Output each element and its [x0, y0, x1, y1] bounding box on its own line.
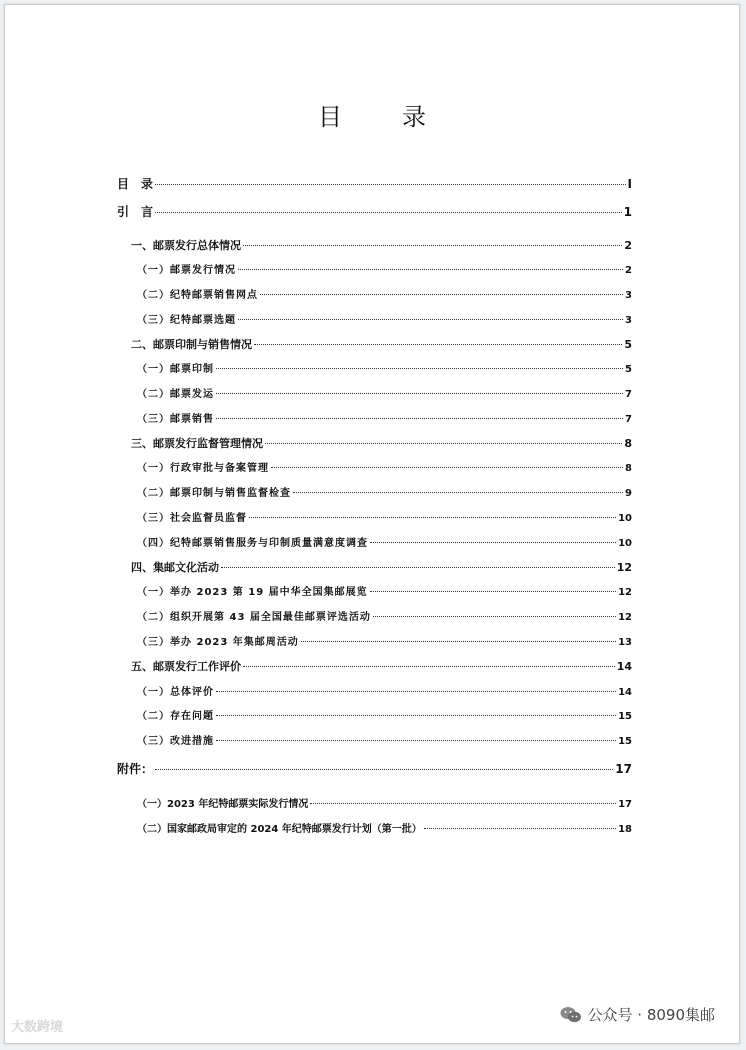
toc-entry-label: 三、邮票发行监督管理情况: [131, 437, 263, 450]
toc-page-number: 17: [618, 799, 632, 810]
toc-entry-label: 二、邮票印制与销售情况: [131, 338, 252, 351]
toc-entry[interactable]: [137, 459, 632, 474]
toc-page-number: 8: [624, 437, 632, 450]
toc-page-number: 14: [618, 687, 632, 698]
toc-entry-label: （二）组织开展第 43 届全国最佳邮票评选活动: [137, 612, 371, 623]
toc-page-number: 12: [618, 612, 632, 623]
toc-entry-label: 四、集邮文化活动: [131, 561, 219, 574]
toc-dot-leader: [243, 666, 615, 667]
toc-entry-label: （三）纪特邮票选题: [137, 315, 236, 326]
toc-entry-label: 一、邮票发行总体情况: [131, 239, 241, 252]
toc-entry[interactable]: [137, 534, 632, 549]
toc-entry[interactable]: [137, 583, 632, 598]
toc-entry-label: 五、邮票发行工作评价: [131, 660, 241, 673]
toc-dot-leader: [243, 245, 622, 246]
toc-dot-leader: [310, 803, 616, 804]
toc-page-number: 12: [618, 587, 632, 598]
toc-dot-leader: [373, 616, 616, 617]
toc-entry-label: 附件：: [117, 762, 154, 776]
page-title: 目 录: [318, 103, 444, 131]
toc-entry-label: （三）举办 2023 年集邮周活动: [137, 637, 299, 648]
toc-page-number: 3: [625, 315, 632, 326]
toc-entry-label: （三）改进措施: [137, 736, 214, 747]
toc-page-number: 14: [616, 660, 632, 673]
toc-page-number: 12: [616, 561, 632, 574]
toc-dot-leader: [293, 492, 623, 493]
toc-page-number: 10: [618, 513, 632, 524]
toc-entry[interactable]: [131, 237, 632, 253]
toc-dot-leader: [370, 591, 616, 592]
toc-dot-leader: [221, 567, 615, 568]
toc-entry[interactable]: [137, 683, 632, 698]
toc-page-number: 7: [625, 414, 632, 425]
toc-entry[interactable]: [137, 360, 632, 375]
toc-dot-leader: [238, 319, 623, 320]
toc-dot-leader: [301, 641, 616, 642]
toc-page-number: 1: [623, 205, 632, 219]
toc-entry-label: （一）总体评价: [137, 687, 214, 698]
document-page: [4, 4, 740, 1044]
toc-entry-label: （一）举办 2023 第 19 届中华全国集邮展览: [137, 587, 368, 598]
toc-entry[interactable]: [117, 175, 632, 192]
toc-entry[interactable]: [137, 484, 632, 499]
toc-entry-label: （三）邮票销售: [137, 414, 214, 425]
toc-page-number: 18: [618, 824, 632, 835]
toc-dot-leader: [155, 769, 613, 770]
toc-dot-leader: [370, 542, 616, 543]
toc-entry-label: （二）邮票印制与销售监督检查: [137, 488, 291, 499]
toc-entry[interactable]: [137, 385, 632, 400]
toc-page-number: 5: [625, 364, 632, 375]
toc-entry-label: （一）行政审批与备案管理: [137, 463, 269, 474]
toc-dot-leader: [265, 443, 622, 444]
toc-entry[interactable]: [137, 286, 632, 301]
toc-page-number: 17: [615, 762, 632, 776]
toc-dot-leader: [216, 393, 623, 394]
toc-page-number: 2: [625, 265, 632, 276]
toc-entry-label: 目 录: [117, 177, 154, 191]
toc-entry-label: （一）邮票印制: [137, 364, 214, 375]
toc-dot-leader: [216, 368, 623, 369]
toc-page-number: 2: [624, 239, 632, 252]
toc-dot-leader: [155, 184, 626, 185]
toc-dot-leader: [249, 517, 616, 518]
toc-entry[interactable]: [117, 203, 632, 220]
toc-page-number: 15: [618, 736, 632, 747]
toc-dot-leader: [254, 344, 622, 345]
toc-page-number: 13: [618, 637, 632, 648]
toc-dot-leader: [216, 418, 623, 419]
toc-dot-leader: [216, 715, 616, 716]
toc-entry[interactable]: [137, 311, 632, 326]
toc-entry[interactable]: [131, 435, 632, 451]
toc-dot-leader: [155, 212, 622, 213]
toc-page-number: I: [627, 177, 632, 191]
toc-entry-label: （二）邮票发运: [137, 389, 214, 400]
toc-dot-leader: [238, 269, 623, 270]
toc-entry-label: 引 言: [117, 205, 154, 219]
toc-page-number: 9: [625, 488, 632, 499]
toc-entry[interactable]: [131, 559, 632, 575]
wechat-icon: [560, 1006, 582, 1024]
toc-entry[interactable]: [137, 410, 632, 425]
toc-entry[interactable]: [137, 261, 632, 276]
toc-entry[interactable]: [137, 732, 632, 747]
toc-page-number: 3: [625, 290, 632, 301]
toc-entry-label: （二）纪特邮票销售网点: [137, 290, 258, 301]
toc-dot-leader: [271, 467, 623, 468]
toc-entry[interactable]: [137, 795, 632, 810]
toc-dot-leader: [424, 828, 616, 829]
toc-entry[interactable]: [131, 336, 632, 352]
toc-entry-label: （二）国家邮政局审定的 2024 年纪特邮票发行计划（第一批）: [137, 824, 422, 835]
toc-entry[interactable]: [137, 509, 632, 524]
wechat-account-name: 公众号 · 8090集邮: [587, 1006, 715, 1024]
toc-entry[interactable]: [137, 820, 632, 835]
toc-dot-leader: [216, 691, 616, 692]
toc-entry-label: （一）2023 年纪特邮票实际发行情况: [137, 799, 309, 810]
toc-dot-leader: [260, 294, 623, 295]
toc-entry[interactable]: [137, 633, 632, 648]
watermark-logo: 大数跨境: [11, 1020, 64, 1035]
toc-entry[interactable]: [137, 707, 632, 722]
toc-entry-label: （一）邮票发行情况: [137, 265, 236, 276]
toc-page-number: 5: [624, 338, 632, 351]
wechat-account-badge: [560, 1004, 715, 1025]
toc-entry[interactable]: [137, 608, 632, 623]
toc-entry-label: （三）社会监督员监督: [137, 513, 247, 524]
toc-page-number: 7: [625, 389, 632, 400]
toc-entry-label: （四）纪特邮票销售服务与印制质量满意度调查: [137, 538, 368, 549]
toc-entry[interactable]: [131, 658, 632, 674]
toc-entry-label: （二）存在问题: [137, 711, 214, 722]
toc-page-number: 10: [618, 538, 632, 549]
toc-page-number: 15: [618, 711, 632, 722]
toc-entry[interactable]: [117, 760, 632, 777]
toc-dot-leader: [216, 740, 616, 741]
toc-page-number: 8: [625, 463, 632, 474]
